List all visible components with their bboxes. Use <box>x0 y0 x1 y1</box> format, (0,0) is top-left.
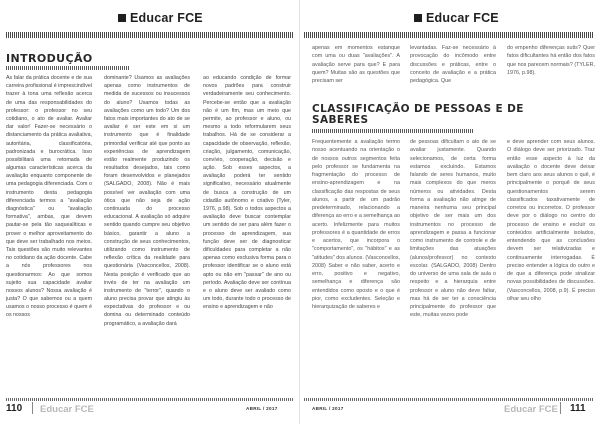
intro-title-rule <box>6 66 130 70</box>
classification-title-rule <box>312 129 474 133</box>
left-column-2 <box>104 74 190 394</box>
left-header-stripe <box>6 32 294 38</box>
left-col2-text: dominante? Usamos as avaliações apenas como instrumentos de medida de sucessos ou insucessos do aluno? Usamos todas as avaliações como um todo? Um dos fatos mais importantes do ato de se avaliar é ser este em si um instrumento que é finalidade primordial verificar até que ponto as experiências de aprendizagem estão realmente produzindo os resultados desejados, tais como foram desenvolvidos e planejados (SALGADO, 2008). Não é mais possível ver avaliação com uma ótica que não seja de ação continuada do processo educacional. A avaliação só adquire sentido quando cumpre seu objetivo básico, garantir a aluno a construção de seus conhecimentos, utilizando como instrumento de reflexão crítica da realidade para questionária (Vasconcellos, 2008). Nesta posição é verificado que ao invés de ter na avaliação um instrumento de "terror", quando o aluno precisa provar que atingiu às expectativas do professor e ou domina ou determinado conteúdo programático, a avaliação dará <box>104 75 190 327</box>
right-col3-text: e deve aprender com seus alunos. O diálogo deve ser priorizado. Traz então esse aspecto à luz da avaliação o docente deve deixar bem claro aos seus alunos o quê, é principalmente o porquê de seus questionamentos serem classificados taxativamente de corretos ou incorretos. O professor deve por o diálogo no centro do processo de ensino e excluir os conteúdos artificialmente isolados, entendendo que as conclusões devem ser relativizadas e continuamente interrogadas. É preciso entender a lógica do outro e de que a diferença pode sinalizar novas possibilidades de discussões. (Vasconcellos, 2008, p.9). É preciso olhar seu olho <box>507 139 595 302</box>
right-page <box>300 0 600 424</box>
right-header-title: Educar FCE <box>426 11 499 25</box>
right-col2-text: de pessoas dificultam o ato de se avaliar justamente. Quando selecionamos, de certa forma estamos excluindo. Estamos falando de seres humanos, muito mais complexos do que meros números ou atividades. Desta forma a avaliação não atinge de maneira nenhuma seu principal objetivo de ser mais um dos instrumentos no processo de aprendizagem e passa a funcionar como instrumento de controle e de limitações das atuações (alunos/professor) no contexto escolar. (SALGADO, 2008) Dentro do universo de uma sala de aula o respeito e a hierarquia entre professor e aluno não deve faltar, mas há de ser ter a consciência principalmente do professor que este, muitas vezes pode <box>410 139 496 319</box>
right-top-column-1 <box>312 44 400 92</box>
right-top-column-3 <box>507 44 595 92</box>
left-column-1 <box>6 74 92 394</box>
right-top-col3-text: do empenho diferenças sutis? Quer fatos dificultantes há então dos fatos que nos parecem normais? (TYLER, 1976, p.98). <box>507 45 595 76</box>
left-col1-text: As falar da prática docente e de sua carreira profissional é imprescindível trazer à tona uma reflexão acerca de uma das responsabilidades do professor: o professor no seu cotidiano, o ato de avaliar. Avaliar dar valor! Fazer-se necessário o distanciamento da prática avaliativa, autoritária, classificatória, padronizada e burocrática. Isso possibilitará uma retomada de algumas características acerca da avaliação enquanto componente de uma pedagogia diferenciada. Com o instrumento desta pedagogia diferenciada termos a "avaliação diagnóstica" ou "avaliação formativa", ambas, que devem pautar-se pela tão saquealíticas e prover o melhor aproveitamento do que deve ser trabalhado nos meios. Tais questões são muito relevantes no cotidiano da ação docente. Cabe a nós professores nos questionarmos: Ao que somos sujeito sua capacidade avaliar nossos alunos? Nossa avaliação é justa? O que sabemos ou a quem usamos o nosso processo é quem é os nossos <box>6 75 92 319</box>
right-header-stripe <box>304 32 594 38</box>
right-footer-brand: Educar FCE <box>504 404 558 415</box>
left-footer-date: ABRIL / 2017 <box>246 406 278 411</box>
square-bullet-icon <box>118 14 126 22</box>
right-col1-text: Frequentemente a avaliação termo nosso acentuando na orientação o de nossos outros segmentos feita pelo professor se fundamenta na fragmentação do processo de ensino-aprendizagem e na classificação das respostas de seus alunos, a partir de um padrão predeterminado, relacionando a diferença ao erro e a semelhança ao acerto. Infelizmente para muitos professores é a quantidade de erros e acertos, que incorpora o "comportamento", os "hábitos" e as "atitudes" dos alunos. (Vasconcellos, 2008) Saber e não saber, acerto e erro, positivo e negativo, semelhança e diferença são entendidos como oposto e o que é pior, como excludentes. Seleção e hierarquização de saberes e <box>312 139 400 310</box>
square-bullet-icon <box>414 14 422 22</box>
left-header-title: Educar FCE <box>130 11 203 25</box>
right-column-3 <box>507 138 595 394</box>
left-footer-brand: Educar FCE <box>40 404 94 415</box>
left-page-number: 110 <box>6 403 23 414</box>
right-footer-divider <box>560 402 561 414</box>
right-footer-date: ABRIL / 2017 <box>312 406 344 411</box>
left-column-3 <box>203 74 291 394</box>
right-column-1 <box>312 138 400 394</box>
right-header <box>414 10 499 26</box>
intro-section-title: INTRODUÇÃO <box>6 52 93 65</box>
left-header <box>118 10 203 26</box>
right-top-col1-text: apenas em momentos estanque com uma ou duas "avaliações". A avaliação serve para que? E para quem? Muitas são as questões que precisam ser <box>312 45 400 84</box>
right-top-col2-text: levantadas. Faz-se necessário à provocação do incômodo entre discussões e práticas, entre o conceito de avaliação e a prática pedagógica. Que <box>410 45 496 84</box>
classification-section-title: CLASSIFICAÇÃO DE PESSOAS E DE SABERES <box>312 103 524 126</box>
left-col3-text: ao educando condição de formar novos padrões para construir verdadeiramente seu conhecimento. Percebe-se então que a avaliação não é um fim, mas um meio que permite, ao professor e aluno, ou mesmo a todo reformularem seus trabalhos. Há de se considerar a capacidade de observação, reflexão, criação, julgamento, comunicação, convívio, cooperação, decisão e ação. Sob esses aspectos, a avaliação poderá ter sentido significativo, necessário atualmente de busca a construção de um cidadão autônomo e criativo (Tyler, 1976, p.98). Sob o todos aspectos a avaliação deve buscar contemplar um sentido de ser para além fazer o processo de aprendizagem, sua função deve ser de diagnosticar dificuldades para completar a não apenas como exclusiva forma para o professor identificar se o aluno está apto ou não em "passar" de ano ou período. Avaliação deve ser contínua e o aluno deve ser avaliado como um todo, durante todo o processo de ensino e aprendizagem e não <box>203 75 291 311</box>
left-footer-divider <box>32 402 33 414</box>
right-column-2 <box>410 138 496 394</box>
right-footer-rule <box>304 398 594 401</box>
right-page-number: 111 <box>570 403 586 414</box>
left-footer-rule <box>6 398 294 401</box>
right-top-column-2 <box>410 44 496 92</box>
